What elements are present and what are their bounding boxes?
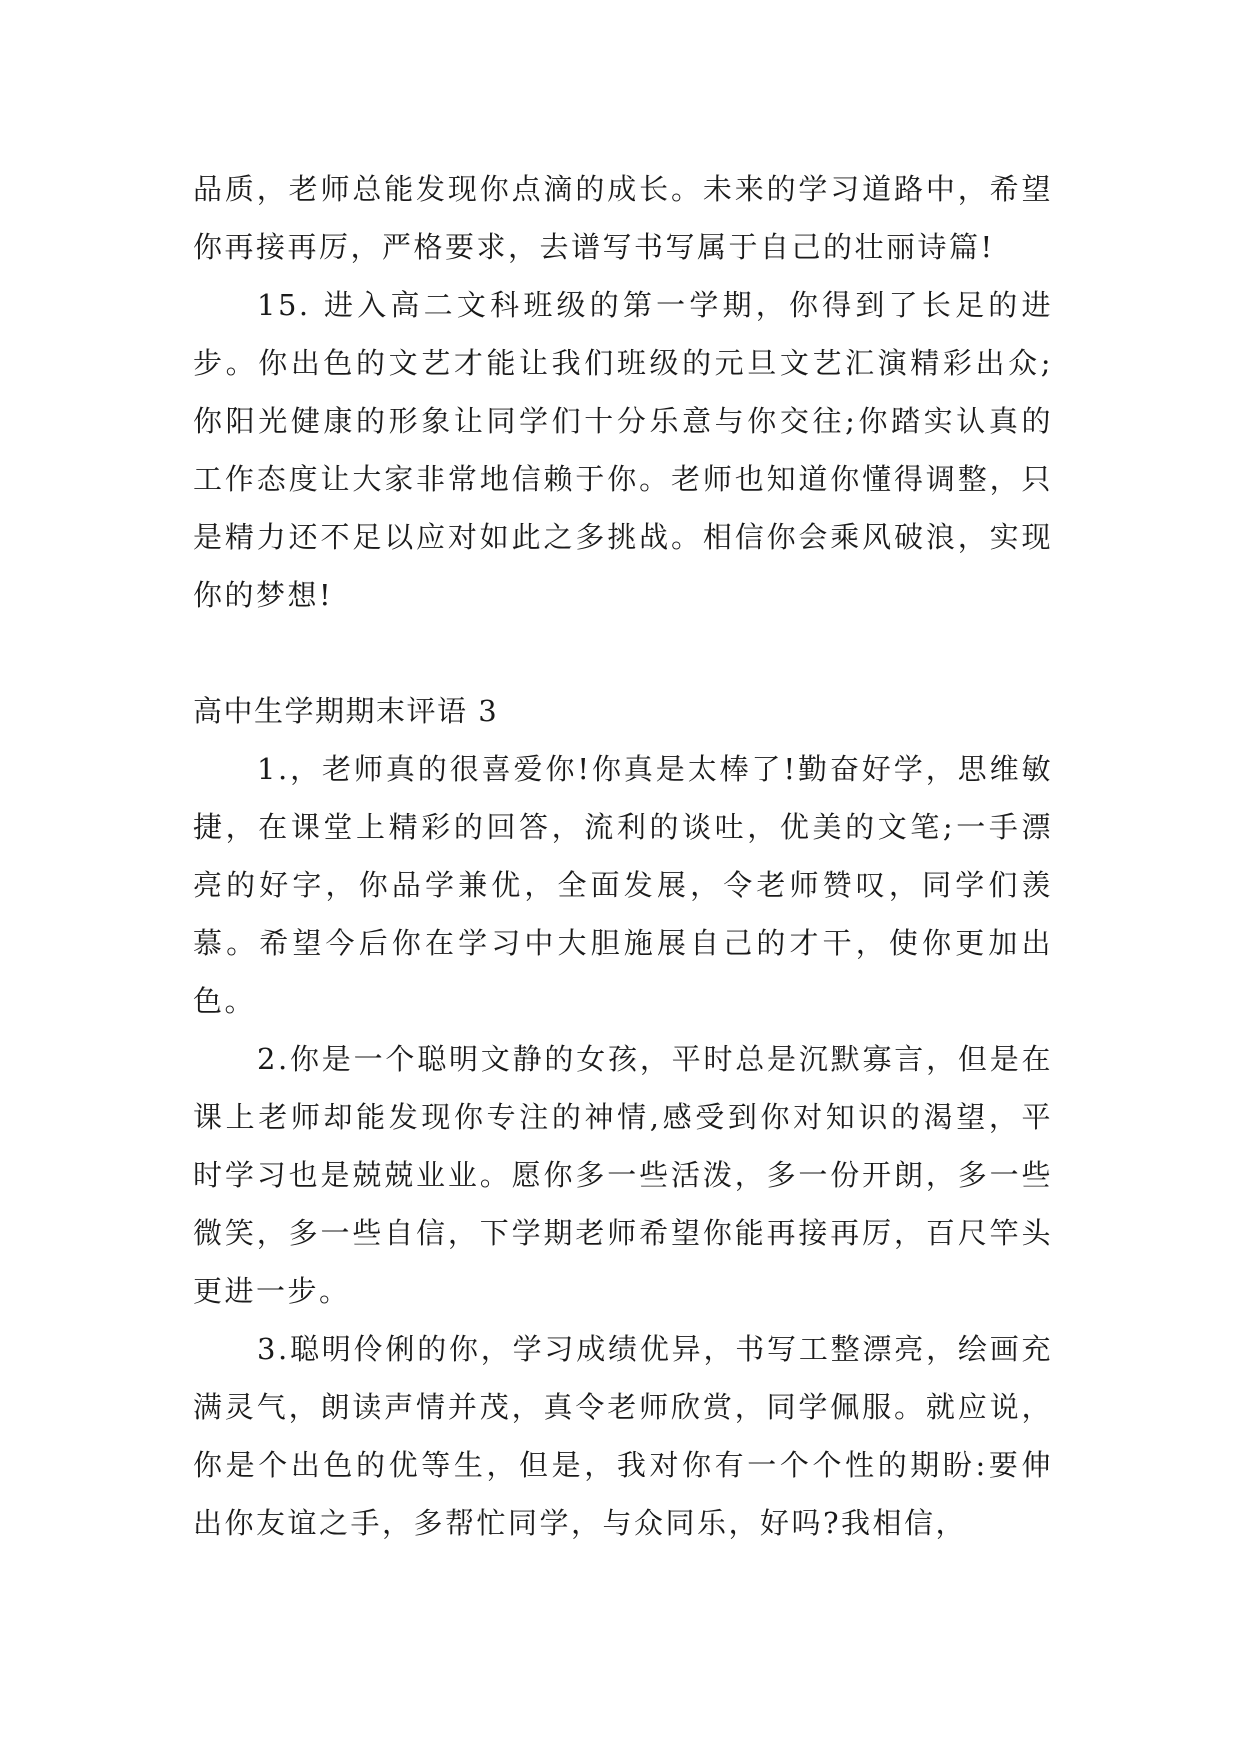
paragraph-item-2: 2.你是一个聪明文静的女孩，平时总是沉默寡言，但是在课上老师却能发现你专注的神情,感受到你对知识的渴望，平时学习也是兢兢业业。愿你多一些活泼，多一份开朗，多一些微笑，多一些自信，下学期老师希望你能再接再厉，百尺竿头更进一步。 [193, 1042, 1053, 1308]
paragraph-item-3: 3.聪明伶俐的你，学习成绩优异，书写工整漂亮，绘画充满灵气，朗读声情并茂，真令老师欣赏，同学佩服。就应说，你是个出色的优等生，但是，我对你有一个个性的期盼:要伸出你友谊之手，多帮忙同学，与众同乐，好吗?我相信， [193, 1332, 1053, 1540]
paragraph-continuation: 品质，老师总能发现你点滴的成长。未来的学习道路中，希望你再接再厉，严格要求，去谱写书写属于自己的壮丽诗篇! [193, 172, 1053, 264]
section-title: 高中生学期期末评语 3 [193, 694, 499, 728]
document-body [193, 160, 1053, 1552]
paragraph-item-15: 15. 进入高二文科班级的第一学期，你得到了长足的进步。你出色的文艺才能让我们班级的元旦文艺汇演精彩出众;你阳光健康的形象让同学们十分乐意与你交往;你踏实认真的工作态度让大家非常地信赖于你。老师也知道你懂得调整，只是精力还不足以应对如此之多挑战。相信你会乘风破浪，实现你的梦想! [193, 288, 1053, 612]
paragraph-item-1: 1.，老师真的很喜爱你!你真是太棒了!勤奋好学，思维敏捷，在课堂上精彩的回答，流利的谈吐，优美的文笔;一手漂亮的好字，你品学兼优，全面发展，令老师赞叹，同学们羡慕。希望今后你在学习中大胆施展自己的才干，使你更加出色。 [193, 752, 1053, 1018]
